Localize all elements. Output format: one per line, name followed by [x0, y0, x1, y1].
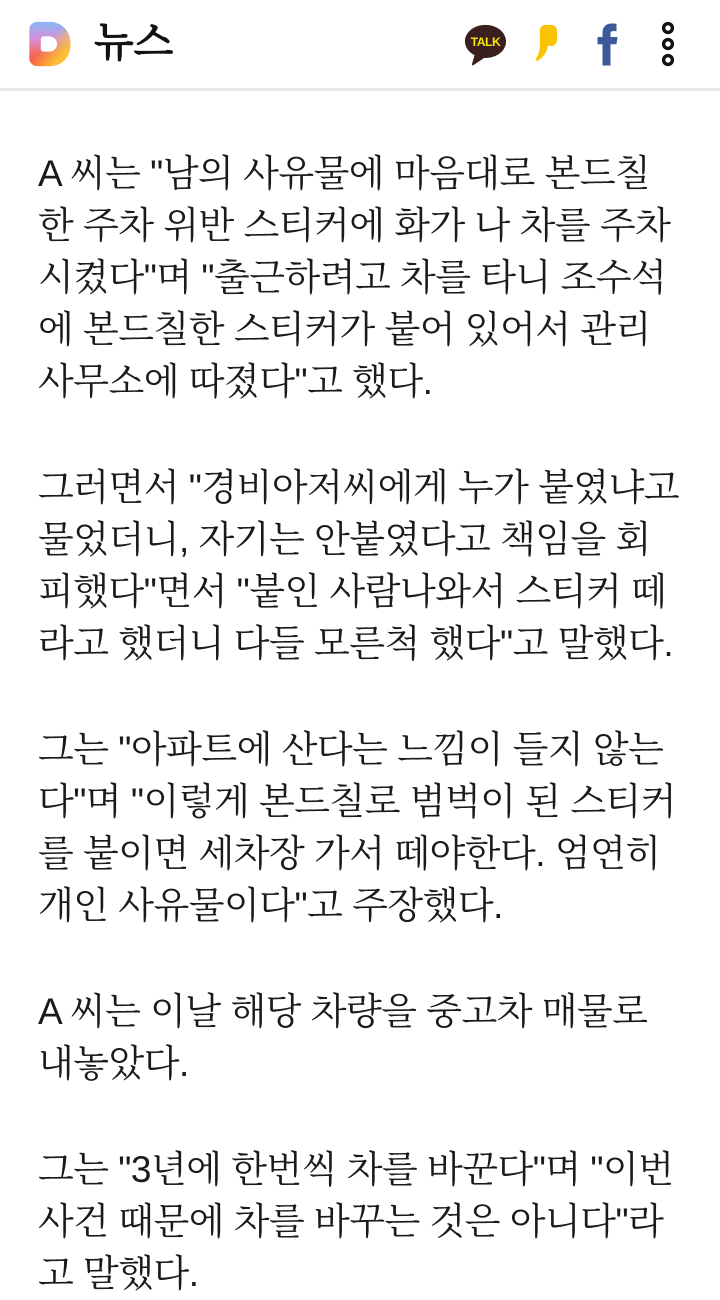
daum-news-logo-link[interactable] [24, 20, 173, 68]
kebab-menu-icon [660, 19, 676, 69]
article-paragraph: 그러면서 "경비아저씨에게 누가 붙였냐고 물었더니, 자기는 안붙였다고 책임을 회피했다"면서 "붙인 사람나와서 스티커 떼라고 했더니 다들 모른척 했다"고 말했다. [38, 467, 680, 664]
article-body [0, 91, 720, 1300]
kakaotalk-icon-label: TALK [470, 34, 500, 49]
article-paragraph: A 씨는 이날 해당 차량을 중고차 매물로 내놓았다. [38, 991, 648, 1084]
header-bar [0, 0, 720, 91]
kakaotalk-icon [462, 21, 509, 68]
article-paragraph: A 씨는 "남의 사유물에 마음대로 본드칠 한 주차 위반 스티커에 화가 나 차를 주차시켰다"며 "출근하려고 차를 타니 조수석에 본드칠한 스티커가 붙어 있어서 관리사무소에 따졌다"고 했다. [38, 153, 671, 402]
facebook-share-button[interactable] [583, 16, 631, 72]
share-button-group [448, 16, 692, 72]
kakaostory-share-button[interactable] [522, 16, 570, 72]
kakaotalk-share-button[interactable] [461, 16, 509, 72]
daum-logo-icon [24, 20, 73, 68]
more-menu-button[interactable] [644, 16, 692, 72]
article-paragraph: 그는 "3년에 한번씩 차를 바꾼다"며 "이번 사건 때문에 차를 바꾸는 것은 아니다"라고 말했다. [38, 1149, 674, 1294]
kakaostory-icon [535, 23, 558, 65]
service-title: 뉴스 [94, 18, 174, 65]
article-paragraph: 그는 "아파트에 산다는 느낌이 들지 않는다"며 "이렇게 본드칠로 범벅이 된 스티커를 붙이면 세차장 가서 떼야한다. 엄연히 개인 사유물이다"고 주장했다. [38, 729, 677, 926]
facebook-icon [595, 22, 619, 67]
